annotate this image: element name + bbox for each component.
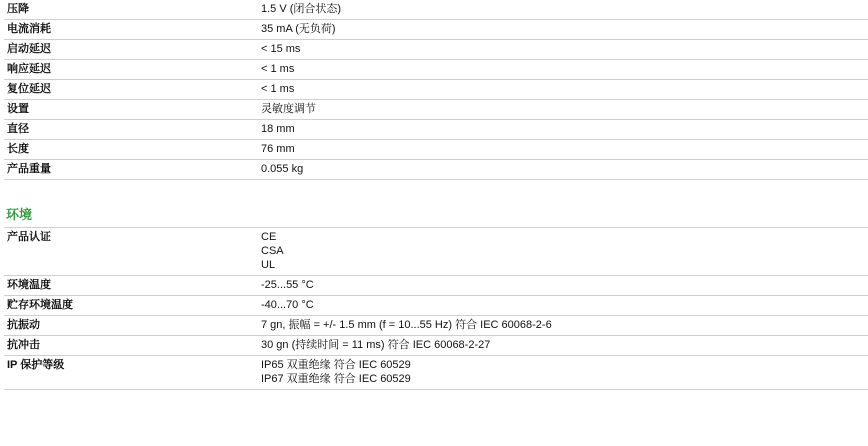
spec-label: 响应延迟 <box>4 60 258 80</box>
table-row <box>4 20 868 40</box>
spec-label: IP 保护等级 <box>4 356 258 390</box>
spec-label: 电流消耗 <box>4 20 258 40</box>
spec-value: 30 gn (持续时间 = 11 ms) 符合 IEC 60068-2-27 <box>258 336 868 356</box>
spec-value: 35 mA (无负荷) <box>258 20 868 40</box>
table-row <box>4 356 868 390</box>
table-row <box>4 316 868 336</box>
spec-value <box>258 356 868 390</box>
spec-table-electrical <box>4 0 868 180</box>
table-row <box>4 140 868 160</box>
table-row <box>4 120 868 140</box>
spec-value: < 1 ms <box>258 60 868 80</box>
spec-label: 复位延迟 <box>4 80 258 100</box>
section-title-environment: 环境 <box>6 207 33 222</box>
spec-value <box>258 228 868 276</box>
spec-value: -40...70 °C <box>258 296 868 316</box>
spec-value-line: UL <box>261 259 276 271</box>
table-row <box>4 276 868 296</box>
spec-value: < 15 ms <box>258 40 868 60</box>
spec-value: 18 mm <box>258 120 868 140</box>
spec-value: 76 mm <box>258 140 868 160</box>
spec-label: 设置 <box>4 100 258 120</box>
spec-value: < 1 ms <box>258 80 868 100</box>
spec-value-line: CE <box>261 231 277 243</box>
spec-value-line: IP67 双重绝缘 符合 IEC 60529 <box>261 373 411 385</box>
table-row <box>4 336 868 356</box>
spec-value-line: CSA <box>261 245 284 257</box>
spec-value: 灵敏度调节 <box>258 100 868 120</box>
table-row <box>4 80 868 100</box>
table-row <box>4 160 868 180</box>
spec-label: 直径 <box>4 120 258 140</box>
spec-sheet <box>4 0 868 390</box>
spec-label: 长度 <box>4 140 258 160</box>
table-row <box>4 0 868 20</box>
spec-label: 产品认证 <box>4 228 258 276</box>
spec-label: 抗振动 <box>4 316 258 336</box>
spec-label: 压降 <box>4 0 258 20</box>
spec-label: 产品重量 <box>4 160 258 180</box>
spec-value: 1.5 V (闭合状态) <box>258 0 868 20</box>
spec-label: 抗冲击 <box>4 336 258 356</box>
table-row <box>4 296 868 316</box>
spec-value: 0.055 kg <box>258 160 868 180</box>
table-row <box>4 40 868 60</box>
spec-label: 贮存环境温度 <box>4 296 258 316</box>
spec-table-environment <box>4 227 868 390</box>
spec-label: 启动延迟 <box>4 40 258 60</box>
spec-value: -25...55 °C <box>258 276 868 296</box>
table-row <box>4 100 868 120</box>
table-row <box>4 228 868 276</box>
spec-value-line: IP65 双重绝缘 符合 IEC 60529 <box>261 359 411 371</box>
spec-label: 环境温度 <box>4 276 258 296</box>
table-row <box>4 60 868 80</box>
spec-value: 7 gn, 振幅 = +/- 1.5 mm (f = 10...55 Hz) 符合 IEC 60068-2-6 <box>258 316 868 336</box>
